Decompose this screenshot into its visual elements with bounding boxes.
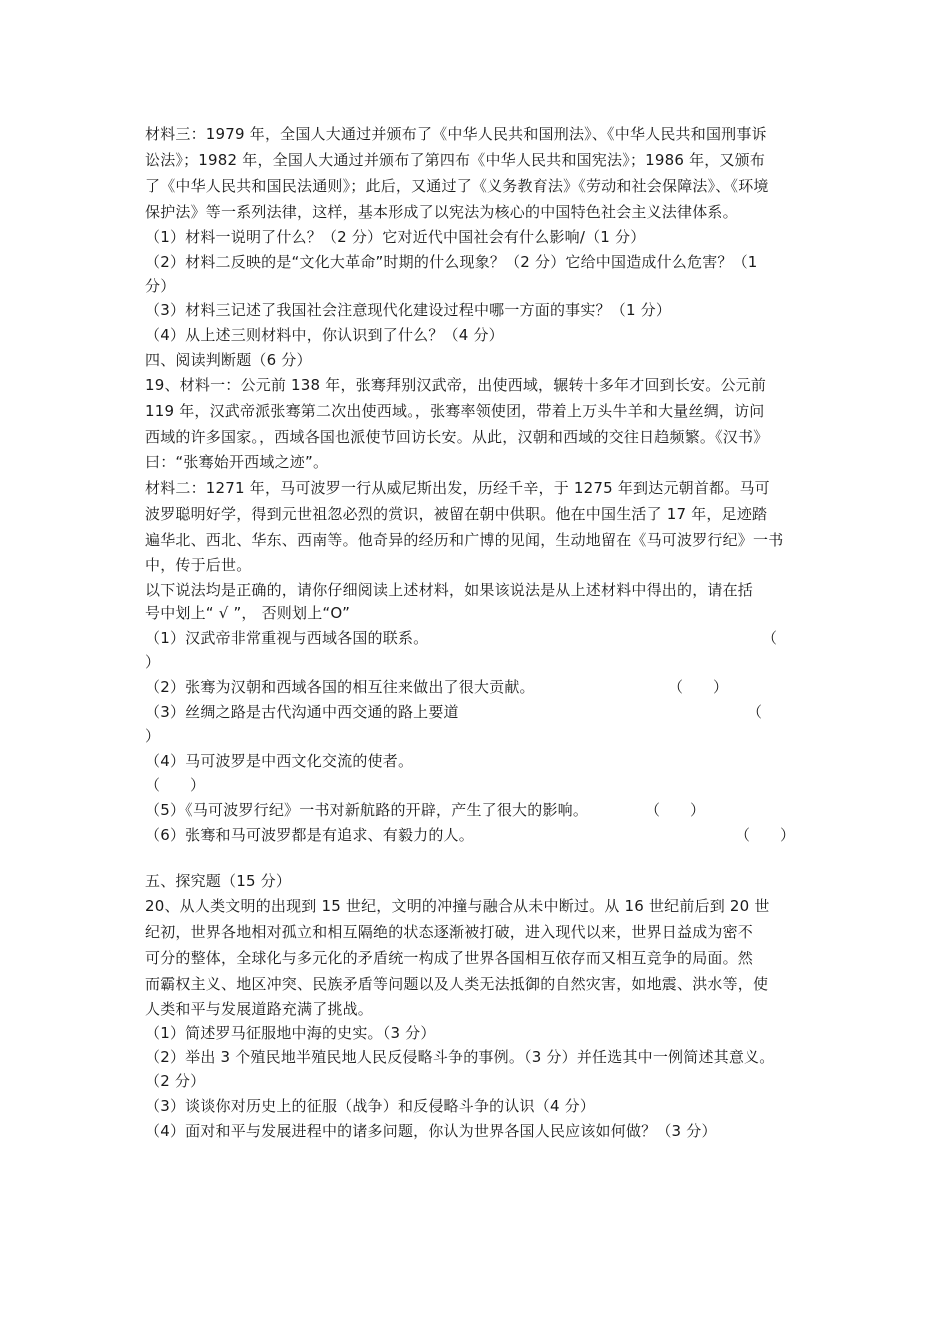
- q20-question-3: （3）谈谈你对历史上的征服（战争）和反侵略斗争的认识（4 分）: [145, 1097, 596, 1115]
- q19-line-8: 中，传于后世。: [145, 556, 252, 574]
- q18-item-2-cont: 分）: [145, 277, 176, 295]
- q19-line-7: 遍华北、西北、华东、西南等。他奇异的经历和广博的见闻，生动地留在《马可波罗行纪》一书: [145, 531, 784, 549]
- q20-line-5: 人类和平与发展道路充满了挑战。: [145, 1000, 374, 1018]
- q19-line-9: 以下说法均是正确的，请你仔细阅读上述材料，如果该说法是从上述材料中得出的，请在括: [145, 581, 754, 599]
- judgment-2: （2）张骞为汉朝和西域各国的相互往来做出了很大贡献。: [145, 678, 535, 696]
- q20-line-1: 20、从人类文明的出现到 15 世纪，文明的冲撞与融合从未中断过。从 16 世纪前后到 20 世: [145, 897, 770, 915]
- q20-question-2-cont: （2 分）: [145, 1072, 206, 1090]
- q19-line-4: 曰：“张骞始开西域之迹”。: [145, 453, 329, 471]
- judgment-4: （4）马可波罗是中西文化交流的使者。: [145, 752, 414, 770]
- judgment-2-paren[interactable]: （ ）: [668, 678, 729, 696]
- q20-line-2: 纪初，世界各地相对孤立和相互隔绝的状态逐渐被打破，进入现代以来，世界日益成为密不: [145, 923, 754, 941]
- judgment-5-paren[interactable]: （ ）: [645, 801, 706, 819]
- q19-line-5: 材料二：1271 年，马可波罗一行从威尼斯出发，历经千辛，于 1275 年到达元朝首都。马可: [145, 479, 770, 497]
- judgment-1-paren-close: ）: [145, 653, 161, 671]
- judgment-5: （5）《马可波罗行纪》一书对新航路的开辟，产生了很大的影响。: [145, 801, 589, 819]
- section5-title: 五、探究题（15 分）: [145, 872, 292, 890]
- q19-line-2: 119 年，汉武帝派张骞第二次出使西域。，张骞率领使团，带着上万头牛羊和大量丝绸，访问: [145, 402, 765, 420]
- judgment-3: （3）丝绸之路是古代沟通中西交通的路上要道: [145, 703, 459, 721]
- q19-line-3: 西域的许多国家。，西域各国也派使节回访长安。从此，汉朝和西域的交往日趋频繁。《汉书》: [145, 428, 769, 446]
- q18-item-1: （1）材料一说明了什么？（2 分）它对近代中国社会有什么影响/（1 分）: [145, 228, 646, 246]
- material3-line-3: 了《中华人民共和国民法通则》；此后，又通过了《义务教育法》《劳动和社会保障法》、《环境: [145, 177, 769, 195]
- material3-line-4: 保护法》等一系列法律，这样，基本形成了以宪法为核心的中国特色社会主义法律体系。: [145, 203, 738, 221]
- judgment-3-paren-close: ）: [145, 727, 161, 745]
- q20-question-2: （2）举出 3 个殖民地半殖民地人民反侵略斗争的事例。（3 分）并任选其中一例简述其意义。: [145, 1048, 775, 1066]
- judgment-6: （6）张骞和马可波罗都是有追求、有毅力的人。: [145, 826, 474, 844]
- q20-line-4: 而霸权主义、地区冲突、民族矛盾等问题以及人类无法抵御的自然灾害，如地震、洪水等，使: [145, 975, 769, 993]
- judgment-3-paren-open[interactable]: （: [747, 703, 763, 721]
- q19-line-6: 波罗聪明好学，得到元世祖忽必烈的赏识，被留在朝中供职。他在中国生活了 17 年，足迹踏: [145, 505, 768, 523]
- judgment-1-paren-open[interactable]: （: [762, 629, 778, 647]
- judgment-1: （1）汉武帝非常重视与西域各国的联系。: [145, 629, 429, 647]
- material3-line-1: 材料三：1979 年，全国人大通过并颁布了《中华人民共和国刑法》、《中华人民共和国刑事诉: [145, 125, 767, 143]
- q19-line-1: 19、材料一：公元前 138 年，张骞拜别汉武帝，出使西域，辗转十多年才回到长安。公元前: [145, 376, 767, 394]
- q18-item-2: （2）材料二反映的是“文化大革命”时期的什么现象？（2 分）它给中国造成什么危害？（1: [145, 253, 758, 271]
- judgment-6-paren[interactable]: （ ）: [735, 826, 796, 844]
- q19-line-10: 号中划上“ √ ”， 否则划上“O”: [145, 604, 351, 622]
- q20-question-1: （1）简述罗马征服地中海的史实。（3 分）: [145, 1024, 436, 1042]
- section4-title: 四、阅读判断题（6 分）: [145, 351, 312, 369]
- q20-question-4: （4）面对和平与发展进程中的诸多问题，你认为世界各国人民应该如何做？（3 分）: [145, 1122, 717, 1140]
- material3-line-2: 讼法》；1982 年，全国人大通过并颁布了第四布《中华人民共和国宪法》；1986 年，又颁布: [145, 151, 766, 169]
- judgment-4-paren[interactable]: （ ）: [145, 776, 206, 794]
- q18-item-3: （3）材料三记述了我国社会注意现代化建设过程中哪一方面的事实？（1 分）: [145, 301, 672, 319]
- q18-item-4: （4）从上述三则材料中，你认识到了什么？（4 分）: [145, 326, 504, 344]
- q20-line-3: 可分的整体，全球化与多元化的矛盾统一构成了世界各国相互依存而又相互竞争的局面。然: [145, 949, 754, 967]
